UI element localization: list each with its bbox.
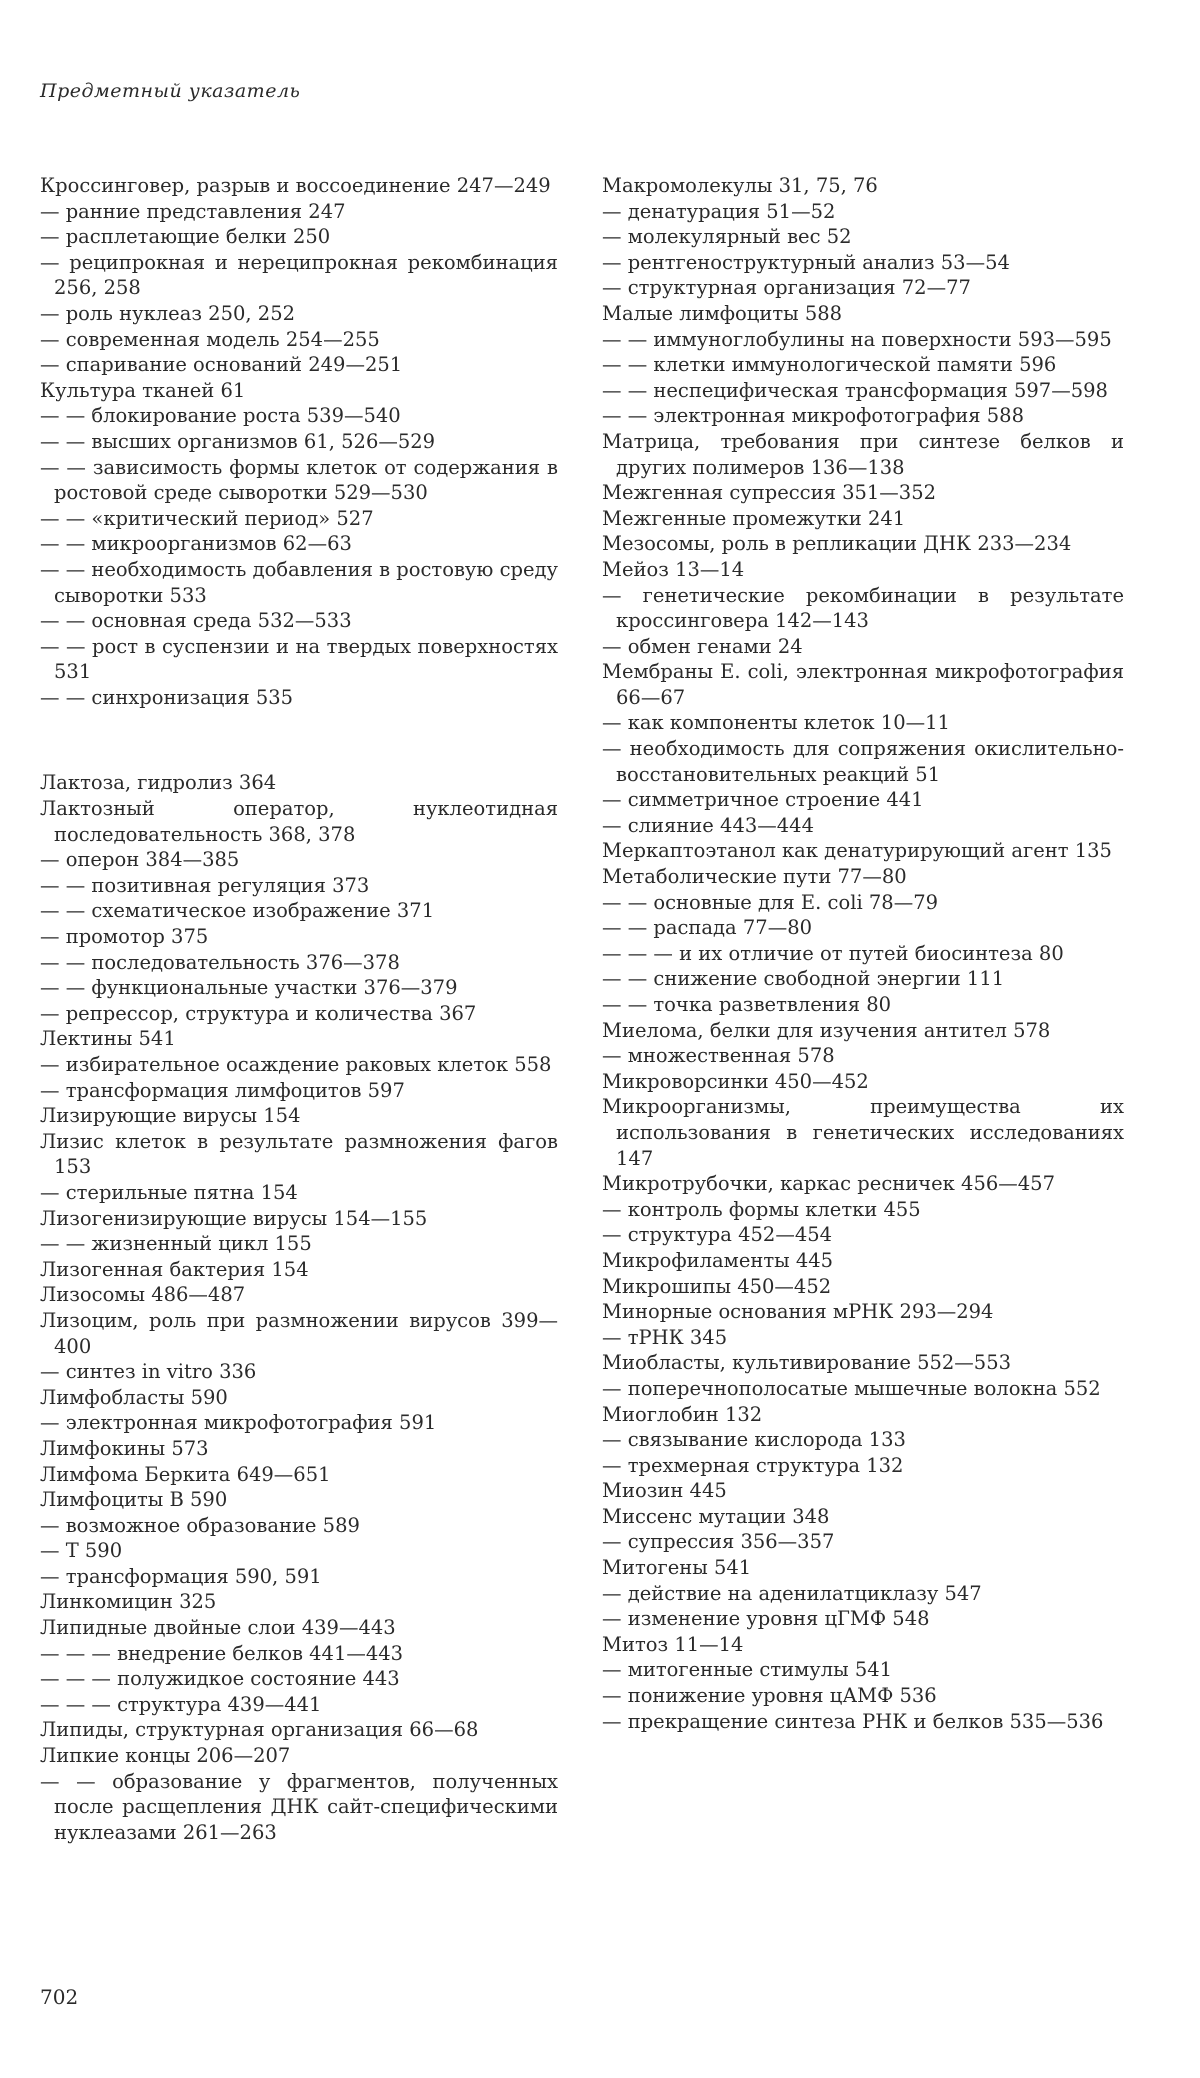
index-entry: — структура 452—454 [602, 1223, 833, 1247]
index-entry: — промотор 375 [40, 925, 209, 949]
index-entry: — — высших организмов 61, 526—529 [40, 429, 436, 453]
index-entry: — — неспецифическая трансформация 597—598 [602, 378, 1108, 402]
left-entries-l [40, 770, 558, 1845]
index-entry: — слияние 443—444 [602, 813, 814, 837]
index-entry: Мейоз 13—14 [602, 557, 745, 581]
index-entry: — возможное образование 589 [40, 1513, 360, 1537]
index-entry: Миелома, белки для изучения антител 578 [602, 1018, 1051, 1042]
index-entry: Лизогенизирующие вирусы 154—155 [40, 1206, 428, 1230]
index-entry: Межгенные промежутки 241 [602, 506, 906, 530]
index-entry: — оперон 384—385 [40, 848, 240, 872]
index-entry: — современная модель 254—255 [40, 327, 380, 351]
index-entry: Липкие концы 206—207 [40, 1744, 291, 1768]
index-entry: — рентгеноструктурный анализ 53—54 [602, 250, 1010, 274]
index-entry: Малые лимфоциты 588 [602, 301, 843, 325]
index-entry: — трансформация 590, 591 [40, 1564, 322, 1588]
index-entry: — действие на аденилатциклазу 547 [602, 1581, 982, 1605]
index-entry: Миозин 445 [602, 1479, 727, 1503]
index-entry: — — основная среда 532—533 [40, 609, 352, 633]
index-entry: — репрессор, структура и количества 367 [40, 1001, 477, 1025]
index-entry: — спаривание оснований 249—251 [40, 353, 403, 377]
index-entry: — — точка разветвления 80 [602, 993, 892, 1016]
index-entry: — — «критический период» 527 [40, 506, 374, 530]
index-entry: Лектины 541 [40, 1027, 176, 1051]
index-entry: — роль нуклеаз 250, 252 [40, 301, 296, 325]
index-entry: — — основные для E. coli 78—79 [602, 890, 939, 914]
index-entry: Лактоза, гидролиз 364 [40, 771, 277, 795]
index-entry: Кроссинговер, разрыв и воссоединение 247—249 [40, 174, 551, 197]
index-entry: Лизис клеток в результате размножения фагов 153 [40, 1129, 558, 1179]
index-entry: — — рост в суспензии и на твердых поверхностях 531 [40, 634, 558, 684]
index-entry: — — микроорганизмов 62—63 [40, 532, 352, 556]
index-entry: — структурная организация 72—77 [602, 276, 971, 300]
index-entry: — Т 590 [40, 1539, 123, 1563]
index-entry: — трехмерная структура 132 [602, 1453, 904, 1477]
left-column [40, 173, 558, 1845]
left-entries-k [40, 173, 558, 710]
index-entry: — генетические рекомбинации в результате кроссинговера 142—143 [602, 583, 1124, 633]
index-entry: Миоглобин 132 [602, 1402, 763, 1426]
index-entry: Метаболические пути 77—80 [602, 865, 907, 889]
index-entry: — изменение уровня цГМФ 548 [602, 1607, 930, 1631]
right-entries-m [602, 173, 1124, 1734]
index-entry: Лактозный оператор, нуклеотидная последовательность 368, 378 [40, 797, 558, 846]
index-entry: Меркаптоэтанол как денатурирующий агент 135 [602, 839, 1112, 863]
index-entry: Межгенная супрессия 351—352 [602, 481, 937, 505]
index-entry: Липиды, структурная организация 66—68 [40, 1718, 479, 1742]
index-entry: Лизоцим, роль при размножении вирусов 399—400 [40, 1308, 558, 1358]
index-entry: Микрофиламенты 445 [602, 1248, 834, 1272]
index-entry: — — снижение свободной энергии 111 [602, 967, 1005, 991]
index-entry: Мезосомы, роль в репликации ДНК 233—234 [602, 532, 1072, 556]
index-entry: Минорные основания мРНК 293—294 [602, 1300, 994, 1324]
index-entry: Линкомицин 325 [40, 1590, 217, 1614]
index-entry: — трансформация лимфоцитов 597 [40, 1078, 405, 1102]
index-entry: Микроорганизмы, преимущества их использования в генетических исследованиях 147 [602, 1095, 1124, 1170]
index-entry: Микротрубочки, каркас ресничек 456—457 [602, 1172, 1055, 1196]
index-entry: — супрессия 356—357 [602, 1530, 835, 1554]
index-entry: — — блокирование роста 539—540 [40, 404, 401, 428]
index-entry: Лимфоциты В 590 [40, 1488, 228, 1512]
index-entry: — избирательное осаждение раковых клеток 558 [40, 1053, 552, 1076]
index-entry: Липидные двойные слои 439—443 [40, 1616, 396, 1640]
index-entry: — расплетающие белки 250 [40, 225, 331, 249]
index-entry: — — зависимость формы клеток от содержания в ростовой среде сыворотки 529—530 [40, 455, 558, 505]
index-entry: Микрошипы 450—452 [602, 1274, 832, 1298]
index-entry: Лимфокины 573 [40, 1436, 209, 1460]
index-entry: Митогены 541 [602, 1556, 752, 1580]
index-entry: Лимфобласты 590 [40, 1385, 228, 1409]
index-entry: — — — внедрение белков 441—443 [40, 1641, 404, 1665]
running-header: Предметный указатель [40, 80, 301, 102]
index-entry: Лизирующие вирусы 154 [40, 1104, 301, 1128]
page-number: 702 [40, 1985, 79, 2009]
index-entry: — обмен генами 24 [602, 634, 803, 658]
index-entry: Матрица, требования при синтезе белков и других полимеров 136—138 [602, 429, 1124, 479]
index-entry: — — распада 77—80 [602, 916, 813, 940]
index-entry: — — — полужидкое состояние 443 [40, 1667, 400, 1691]
index-entry: — — необходимость добавления в ростовую среду сыворотки 533 [40, 557, 558, 607]
index-entry: — — синхронизация 535 [40, 685, 294, 709]
index-entry: — — электронная микрофотография 588 [602, 404, 1024, 428]
index-entry: — — схематическое изображение 371 [40, 899, 435, 923]
letter-gap [40, 710, 558, 770]
index-entry: Микроворсинки 450—452 [602, 1069, 869, 1093]
index-entry: Лимфома Беркита 649—651 [40, 1462, 331, 1486]
index-entry: Митоз 11—14 [602, 1632, 744, 1656]
index-entry: — поперечнополосатые мышечные волокна 552 [602, 1376, 1101, 1400]
index-entry: — — — структура 439—441 [40, 1692, 322, 1716]
index-entry: — — иммуноглобулины на поверхности 593—595 [602, 327, 1112, 351]
index-entry: — — жизненный цикл 155 [40, 1232, 312, 1256]
index-entry: — ранние представления 247 [40, 199, 346, 223]
index-entry: Мембраны E. coli, электронная микрофотография 66—67 [602, 660, 1124, 709]
index-entry: — связывание кислорода 133 [602, 1428, 906, 1452]
index-entry: — — последовательность 376—378 [40, 950, 400, 974]
index-entry: — симметричное строение 441 [602, 788, 924, 812]
index-entry: — — функциональные участки 376—379 [40, 976, 458, 1000]
index-entry: Лизосомы 486—487 [40, 1283, 246, 1307]
index-entry: Миобласты, культивирование 552—553 [602, 1351, 1012, 1375]
index-entry: — синтез in vitro 336 [40, 1360, 257, 1384]
index-entry: — митогенные стимулы 541 [602, 1658, 893, 1682]
index-entry: — реципрокная и нереципрокная рекомбинация 256, 258 [40, 250, 558, 300]
index-entry: — молекулярный вес 52 [602, 225, 852, 249]
index-entry: — — клетки иммунологической памяти 596 [602, 353, 1057, 377]
index-entry: — денатурация 51—52 [602, 199, 836, 223]
index-entry: Лизогенная бактерия 154 [40, 1257, 309, 1281]
index-entry: Миссенс мутации 348 [602, 1504, 830, 1528]
index-entry: — — образование у фрагментов, полученных после расщепления ДНК сайт-специфическими нуклеазами 261—263 [40, 1769, 558, 1844]
index-entry: — — позитивная регуляция 373 [40, 873, 370, 897]
index-entry: — необходимость для сопряжения окислительно-восстановительных реакций 51 [602, 737, 1124, 786]
index-entry: — понижение уровня цАМФ 536 [602, 1684, 937, 1708]
index-entry: Макромолекулы 31, 75, 76 [602, 174, 878, 197]
index-entry: — контроль формы клетки 455 [602, 1197, 921, 1221]
index-entry: — — — и их отличие от путей биосинтеза 80 [602, 941, 1064, 965]
index-entry: — прекращение синтеза РНК и белков 535—536 [602, 1709, 1104, 1733]
index-entry: — электронная микрофотография 591 [40, 1411, 437, 1435]
index-entry: — стерильные пятна 154 [40, 1180, 298, 1204]
index-entry: — как компоненты клеток 10—11 [602, 711, 950, 735]
index-entry: — тРНК 345 [602, 1325, 728, 1349]
index-entry: — множественная 578 [602, 1044, 835, 1068]
index-entry: Культура тканей 61 [40, 378, 246, 402]
right-column [602, 173, 1124, 1734]
